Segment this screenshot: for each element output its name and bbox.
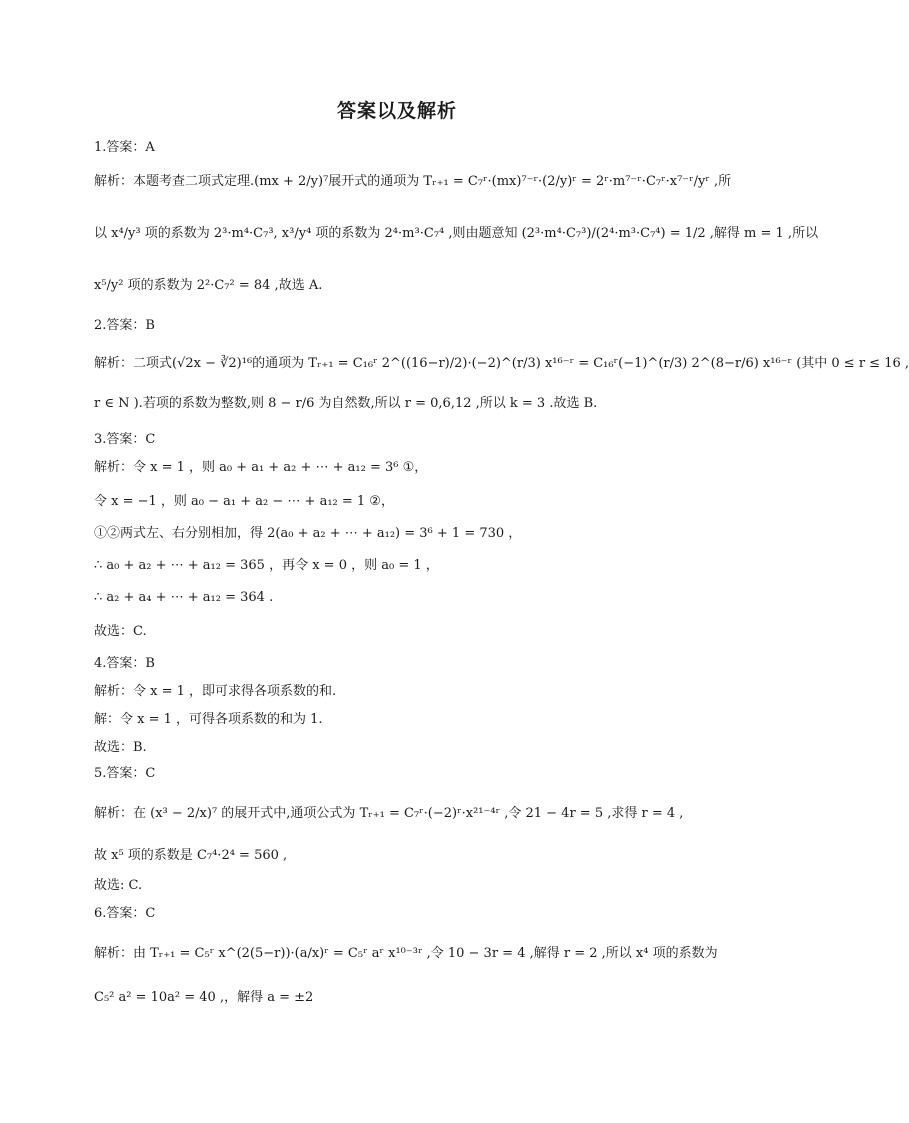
q3-line-4: ∴ a₀ + a₂ + ⋯ + a₁₂ = 365 ，再令 x = 0 ，则 a₀ = 1 ， — [94, 558, 439, 573]
answer-3: 3.答案：C — [94, 432, 156, 447]
q3-line-6: 故选：C. — [94, 624, 147, 639]
q3-line-1: 解析：令 x = 1 ，则 a₀ + a₁ + a₂ + ⋯ + a₁₂ = 3⁶ ①， — [94, 460, 428, 475]
q1-line-3: x⁵/y² 项的系数为 2²·C₇² = 84 ,故选 A. — [94, 278, 323, 293]
answer-6: 6.答案：C — [94, 906, 156, 921]
q4-line-2: 解：令 x = 1 ，可得各项系数的和为 1. — [94, 712, 323, 727]
answer-4: 4.答案：B — [94, 656, 155, 671]
q5-line-2: 故 x⁵ 项的系数是 C₇⁴·2⁴ = 560 , — [94, 848, 288, 863]
q2-line-2: r ∈ N ).若项的系数为整数,则 8 − r/6 为自然数,所以 r = 0,6,12 ,所以 k = 3 .故选 B. — [94, 396, 598, 411]
q1-line-1: 解析：本题考查二项式定理.(mx + 2/y)⁷展开式的通项为 Tᵣ₊₁ = C₇ʳ·(mx)⁷⁻ʳ·(2/y)ʳ = 2ʳ·m⁷⁻ʳ·C₇ʳ·x⁷⁻ʳ/yʳ ,所 — [94, 174, 732, 189]
q6-line-1: 解析：由 Tᵣ₊₁ = C₅ʳ x^(2(5−r))·(a/x)ʳ = C₅ʳ aʳ x¹⁰⁻³ʳ ,令 10 − 3r = 4 ,解得 r = 2 ,所以 x⁴ 项的系数为 — [94, 946, 718, 961]
q6-line-2: C₅² a² = 10a² = 40 ,，解得 a = ±2 — [94, 990, 314, 1005]
answer-2: 2.答案：B — [94, 318, 155, 333]
answer-1: 1.答案：A — [94, 140, 155, 155]
q2-line-1: 解析：二项式(√2x − ∛2)¹⁶的通项为 Tᵣ₊₁ = C₁₆ʳ 2^((16−r)/2)·(−2)^(r/3) x¹⁶⁻ʳ = C₁₆ʳ(−1)^(r/3) 2^(8−r/6) x¹⁶⁻ʳ (其中 0 ≤ r ≤ 16 , — [94, 356, 909, 371]
q3-line-5: ∴ a₂ + a₄ + ⋯ + a₁₂ = 364 . — [94, 590, 274, 605]
page-title: 答案以及解析 — [336, 100, 457, 122]
q3-line-2: 令 x = −1 ，则 a₀ − a₁ + a₂ − ⋯ + a₁₂ = 1 ②， — [94, 494, 394, 509]
q5-line-3: 故选: C. — [94, 878, 143, 893]
answer-5: 5.答案：C — [94, 766, 156, 781]
q1-line-2: 以 x⁴/y³ 项的系数为 2³·m⁴·C₇³, x³/y⁴ 项的系数为 2⁴·m³·C₇⁴ ,则由题意知 (2³·m⁴·C₇³)/(2⁴·m³·C₇⁴) = 1/2 ,解得 m = 1 ,所以 — [94, 226, 819, 241]
q3-line-3: ①②两式左、右分别相加，得 2(a₀ + a₂ + ⋯ + a₁₂) = 3⁶ + 1 = 730 ， — [94, 526, 522, 541]
q4-line-3: 故选：B. — [94, 740, 147, 755]
q4-line-1: 解析：令 x = 1 ，即可求得各项系数的和. — [94, 684, 337, 699]
q5-line-1: 解析：在 (x³ − 2/x)⁷ 的展开式中,通项公式为 Tᵣ₊₁ = C₇ʳ·(−2)ʳ·x²¹⁻⁴ʳ ,令 21 − 4r = 5 ,求得 r = 4 , — [94, 806, 684, 821]
